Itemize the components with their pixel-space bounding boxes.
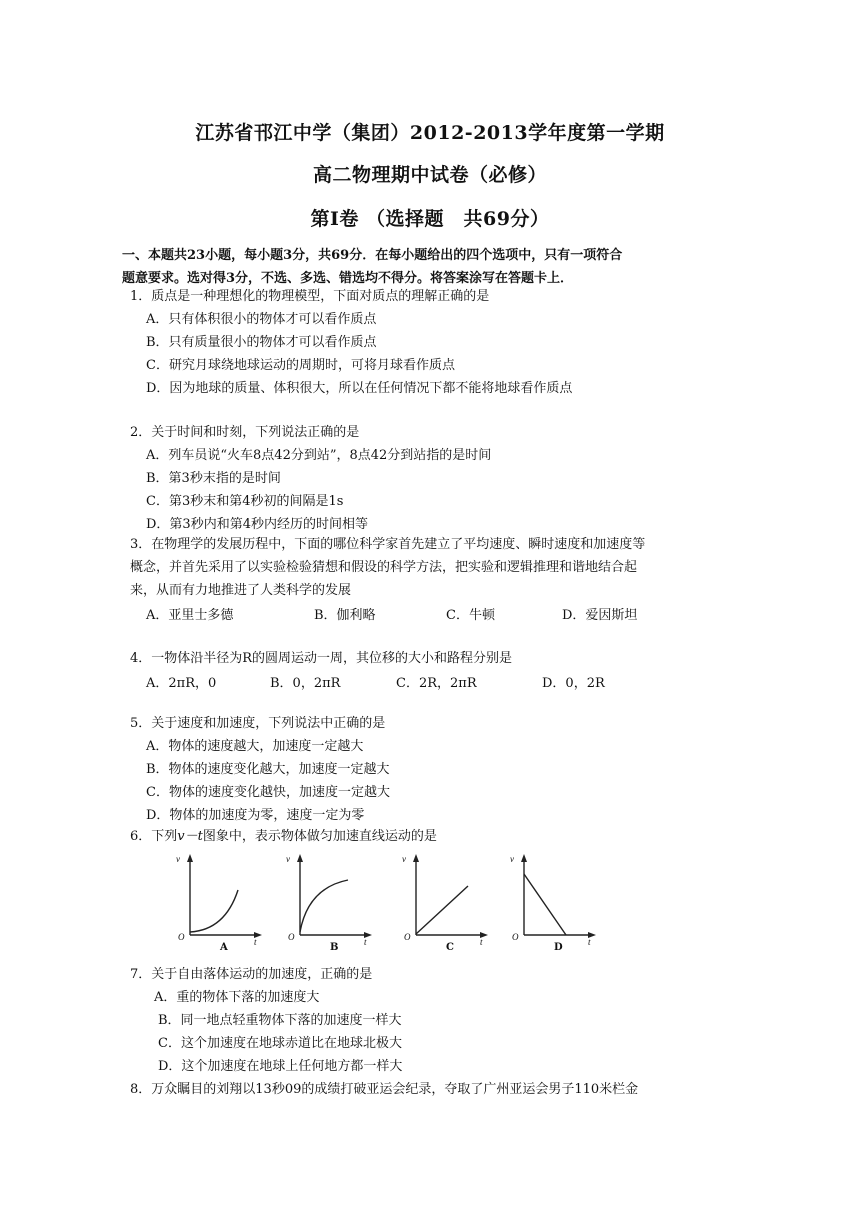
exam-subtitle: 高二物理期中试卷（必修） bbox=[312, 164, 547, 186]
vt-graph-d-t-label: t bbox=[588, 937, 591, 947]
question-5-option-c: C．物体的速度变化越快，加速度一定越大 bbox=[146, 785, 390, 800]
vt-graph-a bbox=[170, 850, 270, 953]
vt-graph-a-caption: A bbox=[220, 942, 228, 953]
vt-graph-d-plot bbox=[504, 850, 604, 950]
exam-title: 江苏省邗江中学（集团）2012-2013学年度第一学期 bbox=[195, 122, 665, 144]
question-7-option-a: A．重的物体下落的加速度大 bbox=[154, 990, 320, 1005]
question-3-option-c: C．牛顿 bbox=[446, 608, 495, 623]
question-2-option-b: B．第3秒末指的是时间 bbox=[146, 471, 281, 486]
question-7-option-c: C．这个加速度在地球赤道比在地球北极大 bbox=[158, 1036, 402, 1051]
vt-graph-b-caption: B bbox=[330, 942, 339, 953]
question-1-stem: 1．质点是一种理想化的物理模型，下面对质点的理解正确的是 bbox=[130, 289, 490, 304]
question-6-vt-symbol: v－t bbox=[177, 829, 203, 844]
vt-graph-c-plot bbox=[396, 850, 496, 950]
vt-graph-d-caption: D bbox=[554, 942, 563, 953]
vt-graph-b bbox=[280, 850, 380, 953]
vt-graph-c-origin: O bbox=[404, 932, 411, 942]
question-3-line-1: 3．在物理学的发展历程中，下面的哪位科学家首先建立了平均速度、瞬时速度和加速度等 bbox=[130, 537, 646, 552]
vt-graph-d bbox=[504, 850, 604, 953]
question-1-option-a: A．只有体积很小的物体才可以看作质点 bbox=[146, 312, 377, 327]
question-4-option-a: A．2πR，0 bbox=[146, 676, 217, 691]
question-2-option-a: A．列车员说“火车8点42分到站”，8点42分到站指的是时间 bbox=[146, 448, 492, 463]
question-4-stem: 4．一物体沿半径为R的圆周运动一周，其位移的大小和路程分别是 bbox=[130, 651, 513, 666]
vt-graph-b-t-label: t bbox=[364, 937, 367, 947]
question-1-option-d: D．因为地球的质量、体积很大，所以在任何情况下都不能将地球看作质点 bbox=[146, 381, 573, 396]
question-2-stem: 2．关于时间和时刻，下列说法正确的是 bbox=[130, 425, 360, 440]
question-5-stem: 5．关于速度和加速度，下列说法中正确的是 bbox=[130, 716, 386, 731]
question-3-option-b: B．伽利略 bbox=[314, 608, 376, 623]
vt-graph-b-origin: O bbox=[288, 932, 295, 942]
question-2-option-d: D．第3秒内和第4秒内经历的时间相等 bbox=[146, 517, 368, 532]
question-6-stem bbox=[130, 826, 437, 848]
vt-graph-c-v-label: v bbox=[402, 854, 406, 864]
question-1-option-c: C．研究月球绕地球运动的周期时，可将月球看作质点 bbox=[146, 358, 455, 373]
question-6-stem-pre: 6．下列 bbox=[130, 829, 178, 844]
vt-graph-c-t-label: t bbox=[480, 937, 483, 947]
question-7-option-b: B．同一地点轻重物体下落的加速度一样大 bbox=[158, 1013, 402, 1028]
question-8-stem: 8．万众瞩目的刘翔以13秒09的成绩打破亚运会纪录，夺取了广州亚运会男子110米栏金 bbox=[130, 1082, 639, 1097]
vt-graph-b-v-label: v bbox=[286, 854, 290, 864]
vt-graph-a-v-label: v bbox=[176, 854, 180, 864]
question-3-line-3: 来，从而有力地推进了人类科学的发展 bbox=[130, 583, 352, 598]
question-3-option-d: D．爱因斯坦 bbox=[562, 608, 638, 623]
vt-graph-c bbox=[396, 850, 496, 953]
instructions-line-1: 一、本题共23小题，每小题3分，共69分．在每小题给出的四个选项中，只有一项符合 bbox=[122, 248, 623, 263]
question-3-option-a: A．亚里士多德 bbox=[146, 608, 234, 623]
question-7-stem: 7．关于自由落体运动的加速度，正确的是 bbox=[130, 967, 373, 982]
question-4-option-b: B．0，2πR bbox=[270, 676, 341, 691]
question-1-option-b: B．只有质量很小的物体才可以看作质点 bbox=[146, 335, 377, 350]
vt-graph-d-origin: O bbox=[512, 932, 519, 942]
section-title: 第Ⅰ卷 （选择题 共69分） bbox=[310, 208, 550, 230]
vt-graph-a-origin: O bbox=[178, 932, 185, 942]
vt-graph-a-plot bbox=[170, 850, 270, 950]
question-2-option-c: C．第3秒末和第4秒初的间隔是1s bbox=[146, 494, 344, 509]
vt-graph-a-t-label: t bbox=[254, 937, 257, 947]
question-7-option-d: D．这个加速度在地球上任何地方都一样大 bbox=[158, 1059, 403, 1074]
vt-graph-d-v-label: v bbox=[510, 854, 514, 864]
question-5-option-d: D．物体的加速度为零，速度一定为零 bbox=[146, 808, 365, 823]
question-5-option-a: A．物体的速度越大，加速度一定越大 bbox=[146, 739, 364, 754]
question-5-option-b: B．物体的速度变化越大，加速度一定越大 bbox=[146, 762, 390, 777]
question-4-option-d: D．0，2R bbox=[542, 676, 605, 691]
question-4-option-c: C．2R，2πR bbox=[396, 676, 477, 691]
question-6-stem-post: 图象中，表示物体做匀加速直线运动的是 bbox=[202, 829, 437, 844]
vt-graph-c-caption: C bbox=[446, 942, 454, 953]
instructions-line-2: 题意要求。选对得3分，不选、多选、错选均不得分。将答案涂写在答题卡上． bbox=[122, 271, 574, 286]
question-3-line-2: 概念，并首先采用了以实验检验猜想和假设的科学方法，把实验和逻辑推理和谐地结合起 bbox=[130, 560, 638, 575]
vt-graph-b-plot bbox=[280, 850, 380, 950]
